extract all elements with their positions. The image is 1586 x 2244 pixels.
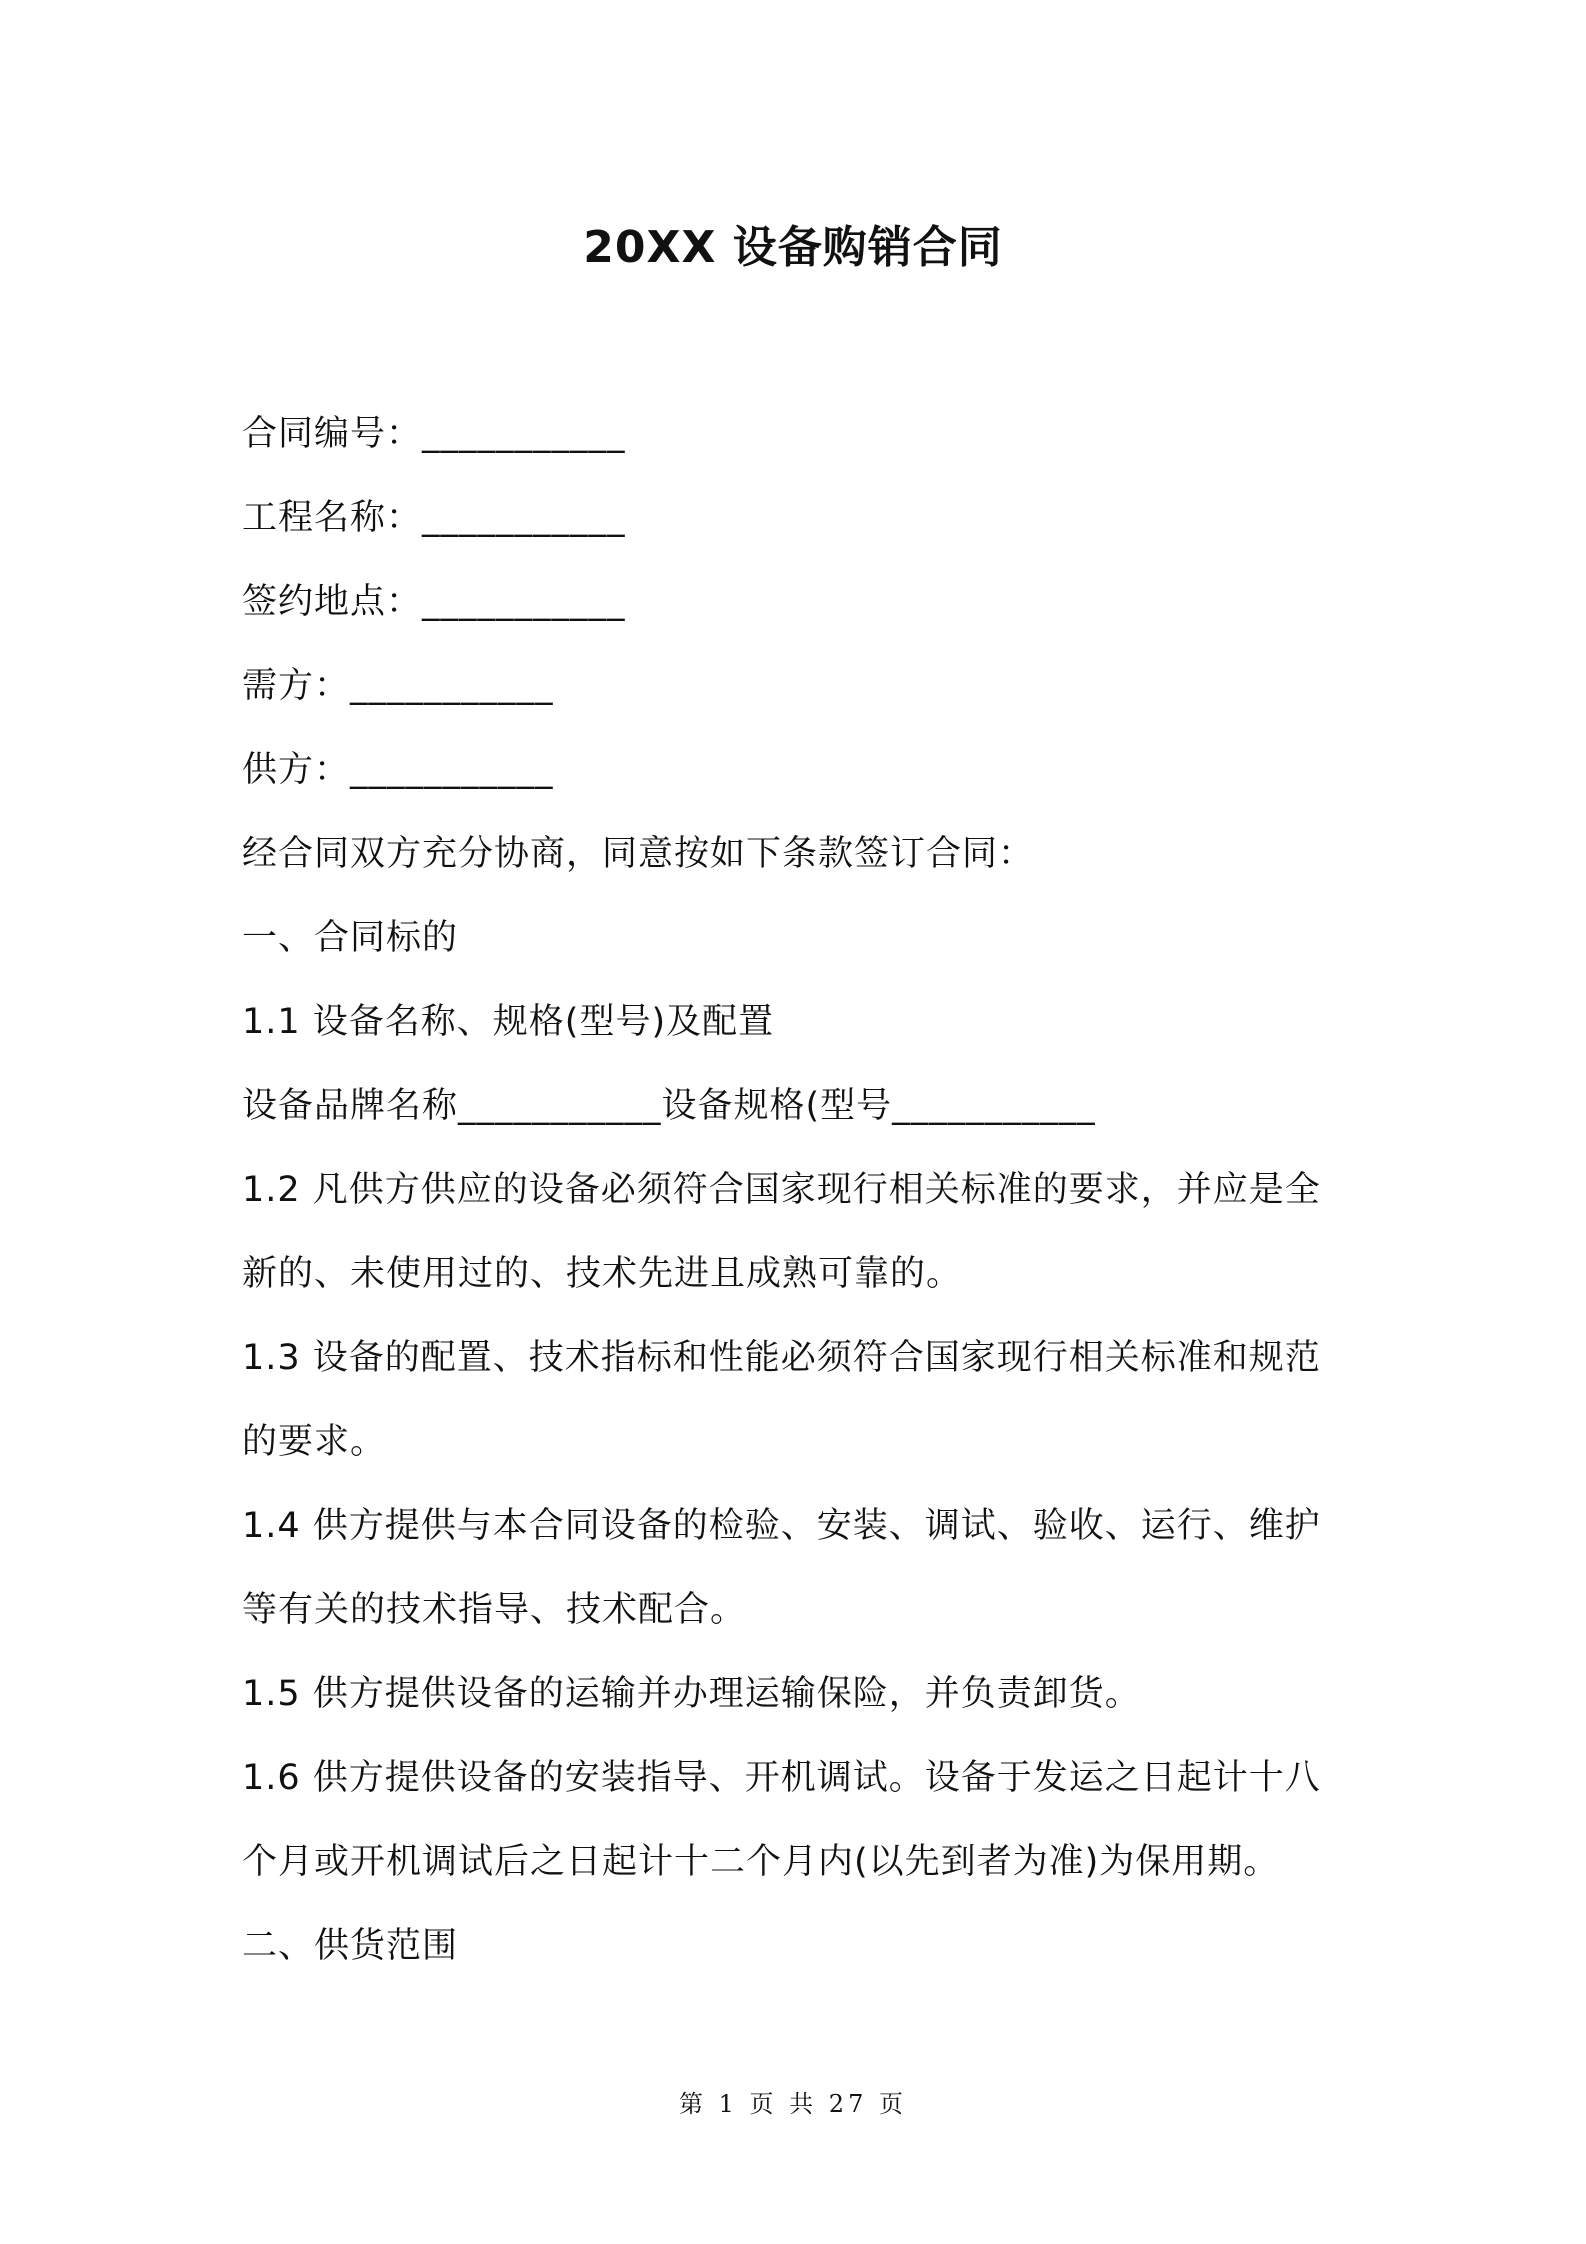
equipment-line: 设备品牌名称___________设备规格(型号___________ — [242, 1086, 1096, 1126]
field-supplier: 供方：___________ — [242, 750, 554, 790]
field-project-name: 工程名称：___________ — [242, 498, 626, 538]
clause-1-4-line-1: 1.4 供方提供与本合同设备的检验、安装、调试、验收、运行、维护 — [242, 1506, 1321, 1546]
page-indicator: 第 1 页 共 27 页 — [679, 2090, 907, 2118]
section-heading-2: 二、供货范围 — [242, 1926, 459, 1966]
document-title: 20XX 设备购销合同 — [583, 222, 1003, 273]
clause-1-3-line-1: 1.3 设备的配置、技术指标和性能必须符合国家现行相关标准和规范 — [242, 1338, 1321, 1378]
clause-1-4-line-2: 等有关的技术指导、技术配合。 — [242, 1590, 747, 1630]
clause-1-2-line-2: 新的、未使用过的、技术先进且成熟可靠的。 — [242, 1254, 963, 1294]
clause-1-3-line-2: 的要求。 — [242, 1422, 387, 1462]
intro-paragraph: 经合同双方充分协商，同意按如下条款签订合同： — [242, 834, 1035, 874]
field-buyer: 需方：___________ — [242, 666, 554, 706]
clause-1-5: 1.5 供方提供设备的运输并办理运输保险，并负责卸货。 — [242, 1674, 1141, 1714]
field-contract-number: 合同编号：___________ — [242, 414, 626, 454]
section-heading-1: 一、合同标的 — [242, 918, 459, 958]
clause-1-6-line-1: 1.6 供方提供设备的安装指导、开机调试。设备于发运之日起计十八 — [242, 1758, 1321, 1798]
field-signing-location: 签约地点：___________ — [242, 582, 626, 622]
clause-1-6-line-2: 个月或开机调试后之日起计十二个月内(以先到者为准)为保用期。 — [242, 1842, 1280, 1882]
clause-1-2-line-1: 1.2 凡供方供应的设备必须符合国家现行相关标准的要求，并应是全 — [242, 1170, 1321, 1210]
clause-1-1: 1.1 设备名称、规格(型号)及配置 — [242, 1002, 775, 1042]
